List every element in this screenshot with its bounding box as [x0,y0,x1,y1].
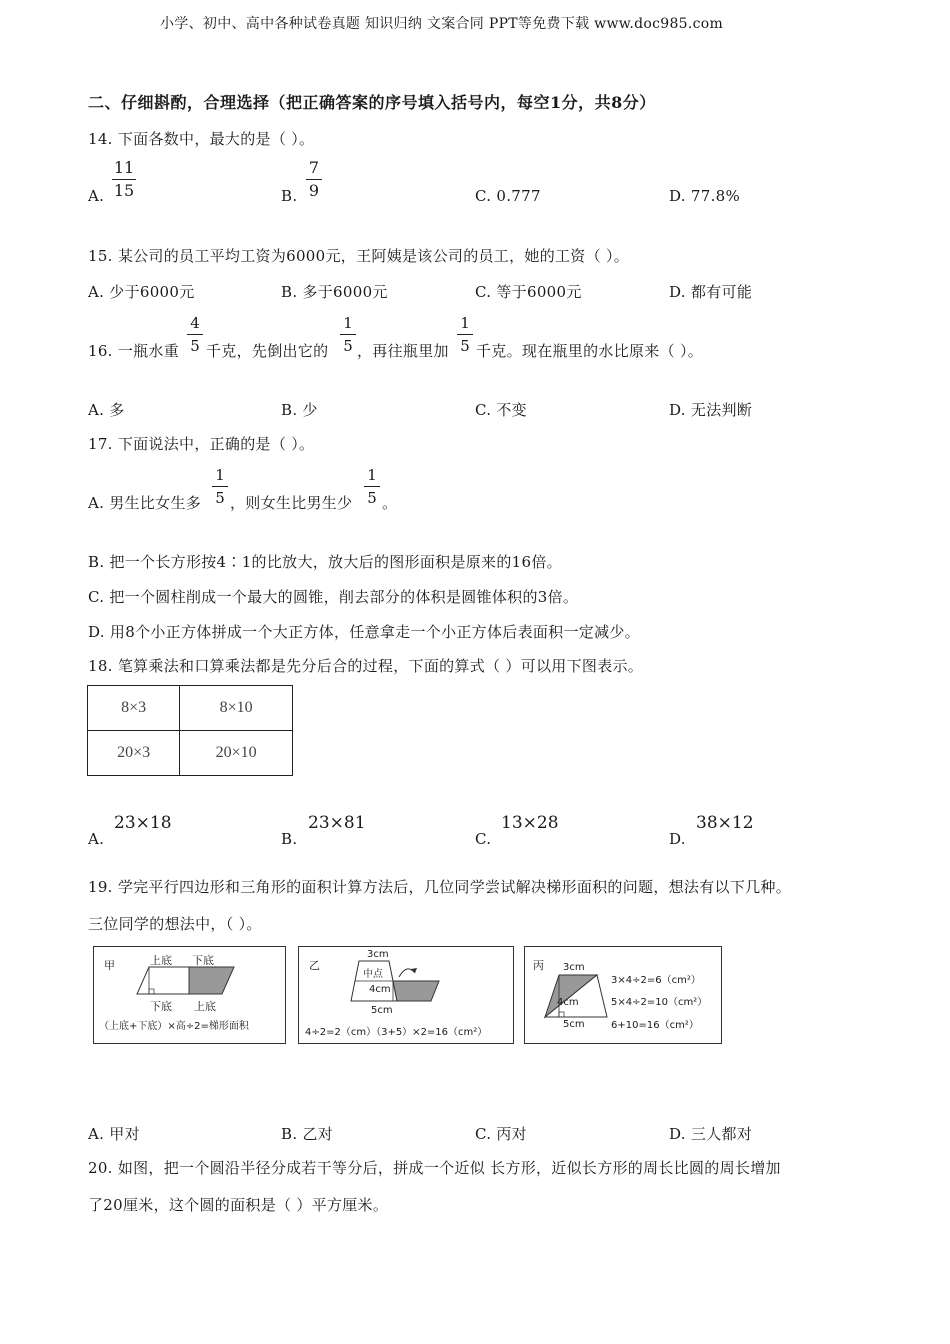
q17-option-a-part3: 。 [382,494,398,512]
q17-option-a-fraction-1: 1 5 [212,465,228,508]
grid-cell: 8×10 [180,686,293,731]
q16-option-a: A. 多 [88,401,125,419]
section-title: 二、仔细斟酌，合理选择（把正确答案的序号填入括号内，每空1分，共8分） [88,93,656,112]
q15-option-c: C. 等于6000元 [475,283,582,301]
q19-option-c: C. 丙对 [475,1125,527,1143]
q18-stem: 18. 笔算乘法和口算乘法都是先分后合的过程，下面的算式（ ）可以用下图表示。 [88,657,644,675]
q16-stem-part2: 千克，先倒出它的 [206,342,329,360]
q16-option-b: B. 少 [281,401,318,419]
yi-top-label: 3cm [367,949,389,960]
q16-fraction-2: 1 5 [340,313,356,356]
q18-option-b-expr: 23×81 [308,813,366,833]
q17-option-a-fraction-2: 1 5 [364,465,380,508]
grid-row [88,686,293,731]
jia-top-label-2: 下底 [192,954,214,967]
q18-option-a-label: A. [88,830,105,848]
bing-height-label: 4cm [557,997,579,1008]
q18-option-c-label: C. [475,830,492,848]
q18-option-b-label: B. [281,830,298,848]
q19-figure-jia [93,946,286,1044]
figure-label: 丙 [533,959,544,972]
q15-option-a: A. 少于6000元 [88,283,195,301]
bing-calc-line-2: 5×4÷2=10（cm²） [611,997,708,1008]
bing-bottom-label: 5cm [563,1019,585,1030]
yi-height-label: 4cm [369,984,391,995]
q19-figure-bing [524,946,722,1044]
q19-figure-yi [298,946,514,1044]
q16-fraction-1: 4 5 [187,313,203,356]
page-header: 小学、初中、高中各种试卷真题 知识归纳 文案合同 PPT等免费下载 www.doc985.com [160,16,724,32]
q14-option-c: C. 0.777 [475,187,541,205]
q18-option-c-expr: 13×28 [501,813,559,833]
bing-calc-line-1: 3×4÷2=6（cm²） [611,975,701,986]
q17-option-a-part1: A. 男生比女生多 [88,494,202,512]
cut-piece-gray [393,981,439,1001]
q14-option-a-label: A. [88,187,105,205]
trapezoid-gray-rotated [189,967,234,994]
q18-multiplication-grid [87,685,293,776]
q15-option-b: B. 多于6000元 [281,283,388,301]
q14-option-d: D. 77.8% [669,187,741,205]
yi-formula: 4÷2=2（cm）（3+5）×2=16（cm²） [305,1027,488,1038]
q19-option-d: D. 三人都对 [669,1125,753,1143]
jia-formula: （上底+下底）×高÷2=梯形面积 [99,1021,249,1032]
bing-top-label: 3cm [563,962,585,973]
q16-fraction-3: 1 5 [457,313,473,356]
q17-option-b: B. 把一个长方形按4∶1的比放大，放大后的图形面积是原来的16倍。 [88,553,562,571]
grid-cell: 20×3 [88,731,180,776]
q20-line2: 了20厘米，这个圆的面积是（ ）平方厘米。 [88,1196,389,1214]
jia-bottom-label-2: 上底 [194,1000,216,1013]
figure-label: 甲 [104,959,115,972]
q16-stem-part1: 16. 一瓶水重 [88,342,180,360]
figure-label: 乙 [309,959,320,972]
q17-stem: 17. 下面说法中，正确的是（ ）。 [88,435,315,453]
q17-option-a-part2: ，则女生比男生少 [230,494,353,512]
q20-line1: 20. 如图，把一个圆沿半径分成若干等分后，拼成一个近似 长方形，近似长方形的周长比圆的周长增加 [88,1159,781,1177]
q19-option-a: A. 甲对 [88,1125,140,1143]
q17-option-d: D. 用8个小正方体拼成一个大正方体，任意拿走一个小正方体后表面积一定减少。 [88,623,640,641]
trapezoid-white [137,967,189,994]
q16-option-c: C. 不变 [475,401,527,419]
q14-stem: 14. 下面各数中，最大的是（ ）。 [88,130,315,148]
q17-option-c: C. 把一个圆柱削成一个最大的圆锥，削去部分的体积是圆锥体积的3倍。 [88,588,579,606]
yi-midpoint-label: 中点 [363,969,383,980]
jia-top-label-1: 上底 [150,954,172,967]
q14-option-b-label: B. [281,187,298,205]
q18-option-d-label: D. [669,830,686,848]
q19-stem-line1: 19. 学完平行四边形和三角形的面积计算方法后，几位同学尝试解决梯形面积的问题，想法有以下几种。 [88,878,792,896]
jia-bottom-label-1: 下底 [150,1000,172,1013]
q18-option-d-expr: 38×12 [696,813,754,833]
q16-stem-part3: ，再往瓶里加 [357,342,449,360]
q15-stem: 15. 某公司的员工平均工资为6000元，王阿姨是该公司的员工，她的工资（ ）。 [88,247,630,265]
q18-option-a-expr: 23×18 [114,813,172,833]
q14-option-b-fraction: 7 9 [306,158,322,201]
grid-cell: 20×10 [180,731,293,776]
q15-option-d: D. 都有可能 [669,283,753,301]
grid-cell: 8×3 [88,686,180,731]
q19-stem-line2: 三位同学的想法中，（ ）。 [88,915,262,933]
q14-option-a-fraction: 11 15 [113,158,135,200]
yi-bottom-label: 5cm [371,1005,393,1016]
q16-option-d: D. 无法判断 [669,401,753,419]
q19-option-b: B. 乙对 [281,1125,334,1143]
q16-stem-part4: 千克。现在瓶里的水比原来（ ）。 [476,342,704,360]
grid-row [88,731,293,776]
bing-calc-line-3: 6+10=16（cm²） [611,1020,699,1031]
